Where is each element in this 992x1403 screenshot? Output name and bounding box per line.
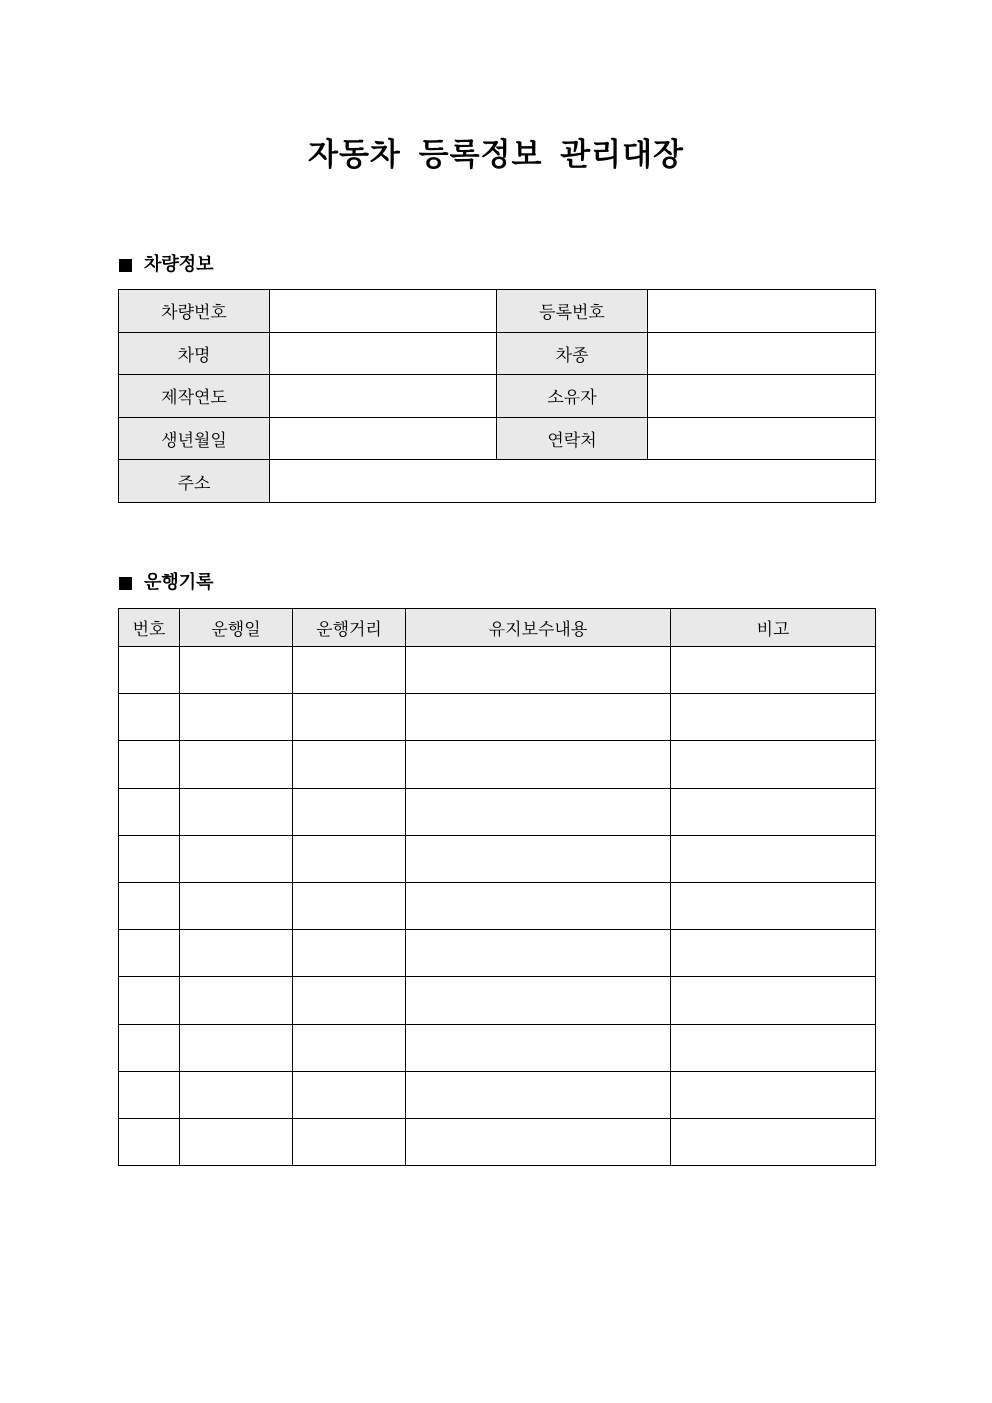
- maintenance-cell[interactable]: [406, 788, 671, 835]
- table-row: [119, 332, 876, 375]
- table-row: [119, 835, 876, 882]
- number-cell[interactable]: [119, 1071, 180, 1118]
- number-cell[interactable]: [119, 977, 180, 1024]
- page-title: 자동차 등록정보 관리대장: [308, 137, 684, 173]
- date-cell[interactable]: [180, 977, 293, 1024]
- number-cell[interactable]: [119, 647, 180, 694]
- number-cell[interactable]: [119, 930, 180, 977]
- driving-log-heading-label: 운행기록: [144, 572, 214, 593]
- table-row: [119, 375, 876, 418]
- date-cell[interactable]: [180, 835, 293, 882]
- table-row: [119, 647, 876, 694]
- contact-label: 연락처: [497, 417, 648, 460]
- distance-cell[interactable]: [293, 694, 406, 741]
- date-cell[interactable]: [180, 694, 293, 741]
- maintenance-cell[interactable]: [406, 741, 671, 788]
- contact-field[interactable]: [648, 417, 876, 460]
- number-cell[interactable]: [119, 1024, 180, 1071]
- column-header-number: 번호: [119, 609, 180, 647]
- table-row: [119, 788, 876, 835]
- date-cell[interactable]: [180, 741, 293, 788]
- plate-number-field[interactable]: [270, 290, 497, 333]
- model-year-field[interactable]: [270, 375, 497, 418]
- driving-log-heading: [119, 570, 214, 596]
- maintenance-cell[interactable]: [406, 930, 671, 977]
- table-row: [119, 417, 876, 460]
- registration-number-label: 등록번호: [497, 290, 648, 333]
- number-cell[interactable]: [119, 741, 180, 788]
- remarks-cell[interactable]: [671, 977, 876, 1024]
- remarks-cell[interactable]: [671, 647, 876, 694]
- date-cell[interactable]: [180, 1071, 293, 1118]
- address-field[interactable]: [270, 460, 876, 503]
- remarks-cell[interactable]: [671, 1071, 876, 1118]
- number-cell[interactable]: [119, 788, 180, 835]
- remarks-cell[interactable]: [671, 788, 876, 835]
- table-row: [119, 290, 876, 333]
- distance-cell[interactable]: [293, 1071, 406, 1118]
- model-year-label: 제작연도: [119, 375, 270, 418]
- column-header-date: 운행일: [180, 609, 293, 647]
- remarks-cell[interactable]: [671, 1024, 876, 1071]
- date-cell[interactable]: [180, 882, 293, 929]
- date-cell[interactable]: [180, 1024, 293, 1071]
- maintenance-cell[interactable]: [406, 977, 671, 1024]
- remarks-cell[interactable]: [671, 741, 876, 788]
- car-type-field[interactable]: [648, 332, 876, 375]
- remarks-cell[interactable]: [671, 694, 876, 741]
- car-name-label: 차명: [119, 332, 270, 375]
- table-row: [119, 930, 876, 977]
- maintenance-cell[interactable]: [406, 647, 671, 694]
- owner-field[interactable]: [648, 375, 876, 418]
- column-header-remarks: 비고: [671, 609, 876, 647]
- maintenance-cell[interactable]: [406, 694, 671, 741]
- table-header-row: [119, 609, 876, 647]
- distance-cell[interactable]: [293, 1024, 406, 1071]
- car-type-label: 차종: [497, 332, 648, 375]
- remarks-cell[interactable]: [671, 930, 876, 977]
- birth-date-label: 생년월일: [119, 417, 270, 460]
- table-row: [119, 1118, 876, 1165]
- vehicle-info-heading: [119, 252, 214, 278]
- distance-cell[interactable]: [293, 835, 406, 882]
- column-header-maintenance: 유지보수내용: [406, 609, 671, 647]
- distance-cell[interactable]: [293, 647, 406, 694]
- table-row: [119, 977, 876, 1024]
- remarks-cell[interactable]: [671, 882, 876, 929]
- remarks-cell[interactable]: [671, 1118, 876, 1165]
- vehicle-info-table: [118, 289, 876, 503]
- car-name-field[interactable]: [270, 332, 497, 375]
- date-cell[interactable]: [180, 788, 293, 835]
- distance-cell[interactable]: [293, 1118, 406, 1165]
- table-row: [119, 1024, 876, 1071]
- square-bullet-icon: [119, 577, 132, 590]
- distance-cell[interactable]: [293, 741, 406, 788]
- owner-label: 소유자: [497, 375, 648, 418]
- distance-cell[interactable]: [293, 930, 406, 977]
- registration-number-field[interactable]: [648, 290, 876, 333]
- maintenance-cell[interactable]: [406, 882, 671, 929]
- number-cell[interactable]: [119, 882, 180, 929]
- plate-number-label: 차량번호: [119, 290, 270, 333]
- distance-cell[interactable]: [293, 882, 406, 929]
- table-row: [119, 1071, 876, 1118]
- number-cell[interactable]: [119, 1118, 180, 1165]
- vehicle-info-heading-label: 차량정보: [144, 254, 214, 275]
- table-row: [119, 882, 876, 929]
- maintenance-cell[interactable]: [406, 1024, 671, 1071]
- remarks-cell[interactable]: [671, 835, 876, 882]
- table-row: [119, 694, 876, 741]
- date-cell[interactable]: [180, 647, 293, 694]
- address-label: 주소: [119, 460, 270, 503]
- distance-cell[interactable]: [293, 788, 406, 835]
- number-cell[interactable]: [119, 835, 180, 882]
- date-cell[interactable]: [180, 930, 293, 977]
- driving-log-table: [118, 608, 876, 1166]
- maintenance-cell[interactable]: [406, 1118, 671, 1165]
- driving-log-body: [119, 647, 876, 1166]
- column-header-distance: 운행거리: [293, 609, 406, 647]
- maintenance-cell[interactable]: [406, 835, 671, 882]
- square-bullet-icon: [119, 259, 132, 272]
- table-row: [119, 741, 876, 788]
- distance-cell[interactable]: [293, 977, 406, 1024]
- maintenance-cell[interactable]: [406, 1071, 671, 1118]
- date-cell[interactable]: [180, 1118, 293, 1165]
- number-cell[interactable]: [119, 694, 180, 741]
- table-row: [119, 460, 876, 503]
- birth-date-field[interactable]: [270, 417, 497, 460]
